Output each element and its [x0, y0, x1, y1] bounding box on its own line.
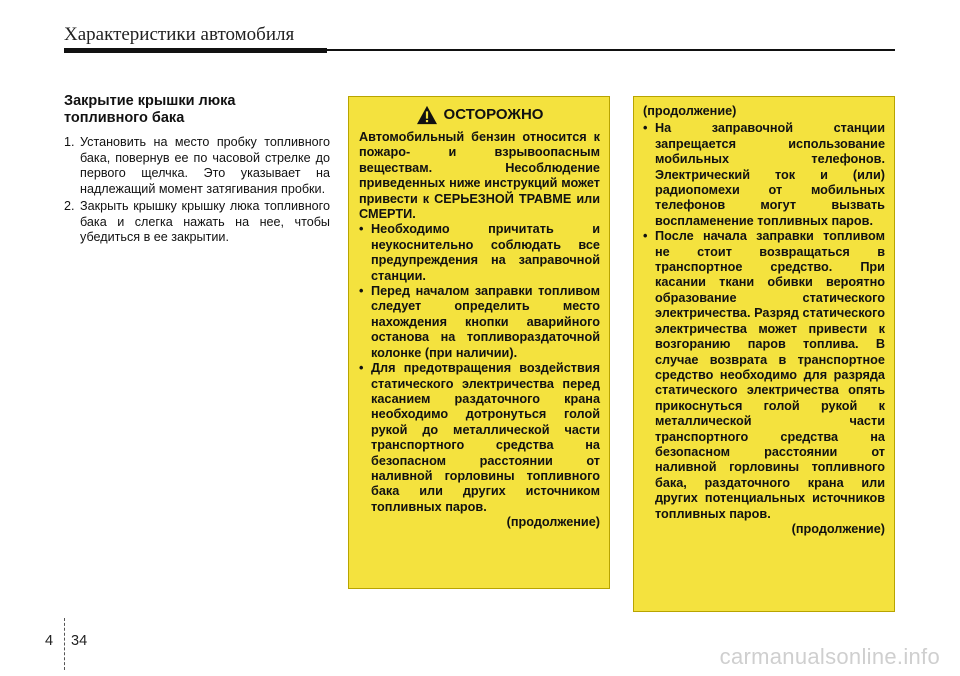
page-header-title: Характеристики автомобиля	[64, 24, 295, 45]
warning-triangle-icon	[416, 105, 438, 125]
warning-bullets	[359, 222, 600, 515]
step-item	[64, 135, 330, 197]
step-item	[64, 199, 330, 246]
section-title-line2: топливного бака	[64, 110, 185, 126]
watermark: carmanualsonline.info	[719, 644, 940, 669]
section-number: 4	[45, 633, 54, 649]
continued-label: (продолжение)	[791, 521, 885, 536]
bullet-dot: •	[359, 361, 364, 376]
section-title-line1: Закрытие крышки люка	[64, 93, 236, 109]
bullet-text: После начала заправки топливом не стоит возвращаться в транспортное средство. При касании ткани обивки вероятно образование статического электричества. Разряд статического электричества может привести к возгоранию паров топлива. В случае возврата в транспортное средство необходимо для разряда статического электричества опять прикоснуться голой рукой к металлической части транспортного средства на безопасном расстоянии от наливной горловины топливного бака, раздаточного крана или других потенциальных источников топливных паров.	[655, 229, 885, 521]
continued-top-label: (продолжение)	[643, 104, 737, 118]
bullet-dot: •	[359, 222, 364, 237]
warning-bullet	[359, 361, 600, 515]
warning-box-continued	[633, 96, 895, 612]
bullet-dot: •	[643, 229, 648, 244]
step-text: Закрыть крышку крышку люка топливного бака и слегка нажать на нее, чтобы убедиться в ее закрытии.	[80, 199, 330, 244]
header-rule-thin	[327, 49, 895, 51]
steps-list	[64, 135, 330, 246]
left-column	[64, 93, 330, 248]
bullet-text: На заправочной станции запрещается использование мобильных телефонов. Электрический ток и (или) радиопомехи от мобильных телефонов могут вызвать воспламенение топливных паров.	[655, 121, 885, 228]
page-number-separator	[64, 618, 65, 670]
header-rule-thick	[64, 48, 327, 53]
warning-heading	[359, 105, 600, 125]
step-number: 1.	[64, 135, 75, 149]
warning-bullet	[359, 284, 600, 361]
bullet-text: Необходимо причитать и неукоснительно соблюдать все предупреждения на заправочной станции.	[371, 222, 600, 283]
continued-label: (продолжение)	[506, 515, 600, 530]
bullet-dot: •	[359, 284, 364, 299]
page-number: 34	[71, 633, 88, 649]
warning-box	[348, 96, 610, 589]
warning-intro: Автомобильный бензин относится к пожаро- и взрывоопасным веществам. Несоблюдение приведенных ниже инструкций может привести к СЕРЬЕЗНОЙ ТРАВМЕ или СМЕРТИ.	[359, 130, 600, 222]
bullet-text: Перед началом заправки топливом следует определить место нахождения кнопки аварийного останова на топливораздаточной колонке (при наличии).	[371, 284, 600, 360]
warning-bullet	[643, 121, 885, 229]
step-number: 2.	[64, 199, 75, 213]
warning2-bullets	[643, 121, 885, 522]
bullet-dot: •	[643, 121, 648, 136]
warning-bullet	[359, 222, 600, 284]
warning-bullet	[643, 229, 885, 522]
step-text: Установить на место пробку топливного бака, повернув ее по часовой стрелке до первого щелчка. Это указывает на надлежащий момент затягивания пробки.	[80, 135, 330, 196]
section-title	[64, 93, 330, 127]
warning-heading-text: ОСТОРОЖНО	[443, 106, 544, 124]
bullet-text: Для предотвращения воздействия статического электричества перед касанием раздаточного крана необходимо дотронуться голой рукой до металлической части транспортного средства на безопасном расстоянии от наливной горловины топливного бака или других источником топливных паров.	[371, 361, 600, 514]
